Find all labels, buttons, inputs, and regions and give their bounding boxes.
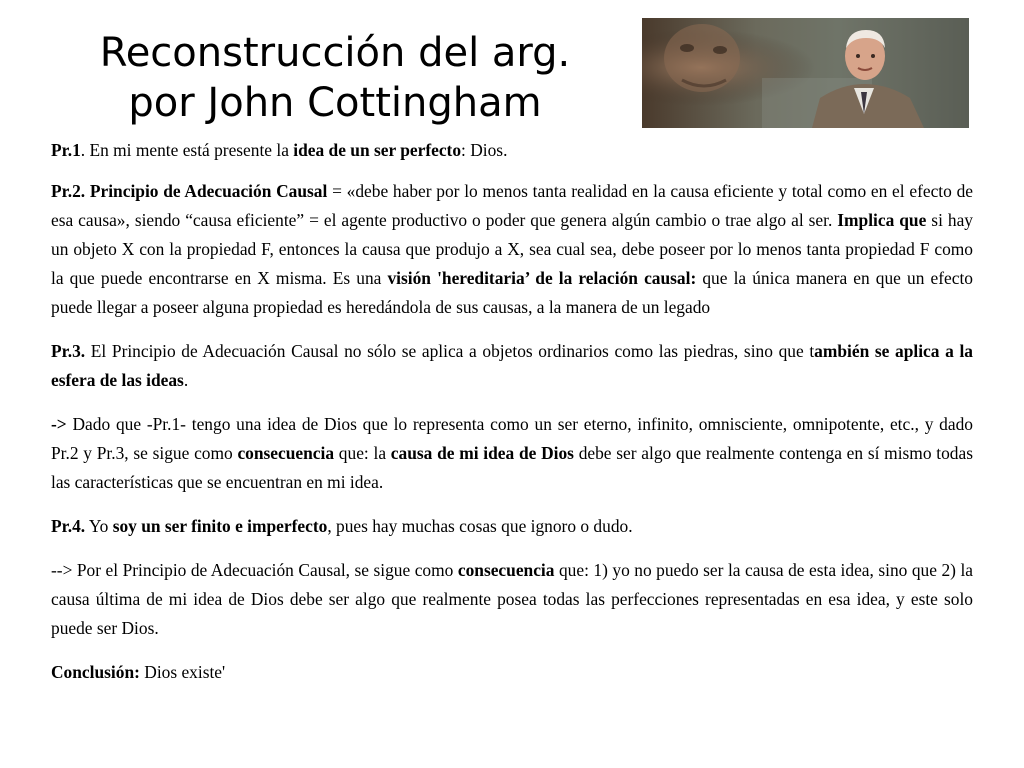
premise-1-label: Pr.1: [51, 140, 81, 160]
premise-4-text: Yo: [85, 516, 113, 536]
premise-2-text-3: que la única manera en que un efecto puede llegar a poseer alguna propiedad es heredándola de sus causas, a la manera de un legado: [51, 268, 973, 317]
premise-4: [51, 512, 973, 541]
title-line-2: por John Cottingham: [128, 80, 542, 126]
consequence-1-arrow: ->: [51, 414, 67, 434]
consequence-1-text-3: debe ser algo que realmente contenga en sí mismo todas las características que se encuentran en mi idea.: [51, 443, 973, 492]
conclusion-label: Conclusión:: [51, 662, 140, 682]
premise-3-text-end: .: [183, 370, 189, 390]
premise-1: [51, 136, 973, 165]
title-line-1: Reconstrucción del arg.: [99, 30, 571, 76]
premise-4-label: Pr.4.: [51, 516, 86, 536]
premise-2-emphasis-implica: Implica que: [837, 210, 927, 230]
consequence-2: [51, 556, 973, 643]
premise-4-text-end: , pues hay muchas cosas que ignoro o dudo.: [327, 516, 633, 536]
premise-2-label: Pr.2. Principio de Adecuación Causal: [51, 181, 328, 201]
premise-2-emphasis-vision: visión 'hereditaria’ de la relación causal:: [387, 268, 697, 288]
slide-body: [51, 136, 973, 702]
premise-1-emphasis: idea de un ser perfecto: [293, 140, 462, 160]
consequence-1-text: Dado que -Pr.1- tengo una idea de Dios que lo representa como un ser eterno, infinito, omnisciente, omnipotente, etc., y dado Pr.2 y Pr.3, se sigue como: [51, 414, 973, 463]
premise-1-text: . En mi mente está presente la: [80, 140, 294, 160]
conclusion: [51, 658, 973, 687]
premise-3-text: El Principio de Adecuación Causal no sólo se aplica a objetos ordinarios como las piedras, sino que t: [85, 341, 815, 361]
consequence-2-emphasis: consecuencia: [457, 560, 555, 580]
premise-3-emphasis: ambién se aplica a la esfera de las ideas: [51, 341, 973, 390]
premise-3: [51, 337, 973, 395]
consequence-1-emphasis: consecuencia: [237, 443, 335, 463]
premise-2-text-2: si hay un objeto X con la propiedad F, entonces la causa que produjo a X, sea cual sea, debe poseer por lo menos tanta propiedad F como la que puede encontrarse en X misma. Es una: [51, 210, 973, 288]
conclusion-text: Dios existe': [139, 662, 226, 682]
premise-1-text-end: : Dios.: [461, 140, 508, 160]
premise-4-emphasis: soy un ser finito e imperfecto: [112, 516, 328, 536]
premise-2-text: = «debe haber por lo menos tanta realidad en la causa eficiente y total como en el efecto de esa causa», siendo “causa eficiente” = el agente productivo o poder que genera algún cambio o trae algo al ser.: [51, 181, 973, 230]
premise-3-label: Pr.3.: [51, 341, 86, 361]
consequence-1-text-2: que: la: [334, 443, 391, 463]
premise-2: [51, 177, 973, 322]
slide-title: [55, 28, 615, 128]
consequence-1-emphasis-causa: causa de mi idea de Dios: [390, 443, 574, 463]
consequence-2-text: --> Por el Principio de Adecuación Causal, se sigue como: [51, 560, 458, 580]
speaker-photo: [642, 18, 969, 128]
consequence-1: [51, 410, 973, 497]
consequence-2-text-2: que: 1) yo no puedo ser la causa de esta idea, sino que 2) la causa última de mi idea de Dios debe ser algo que realmente posea todas las perfecciones representadas en esa idea, y este solo puede ser Dios.: [51, 560, 973, 638]
